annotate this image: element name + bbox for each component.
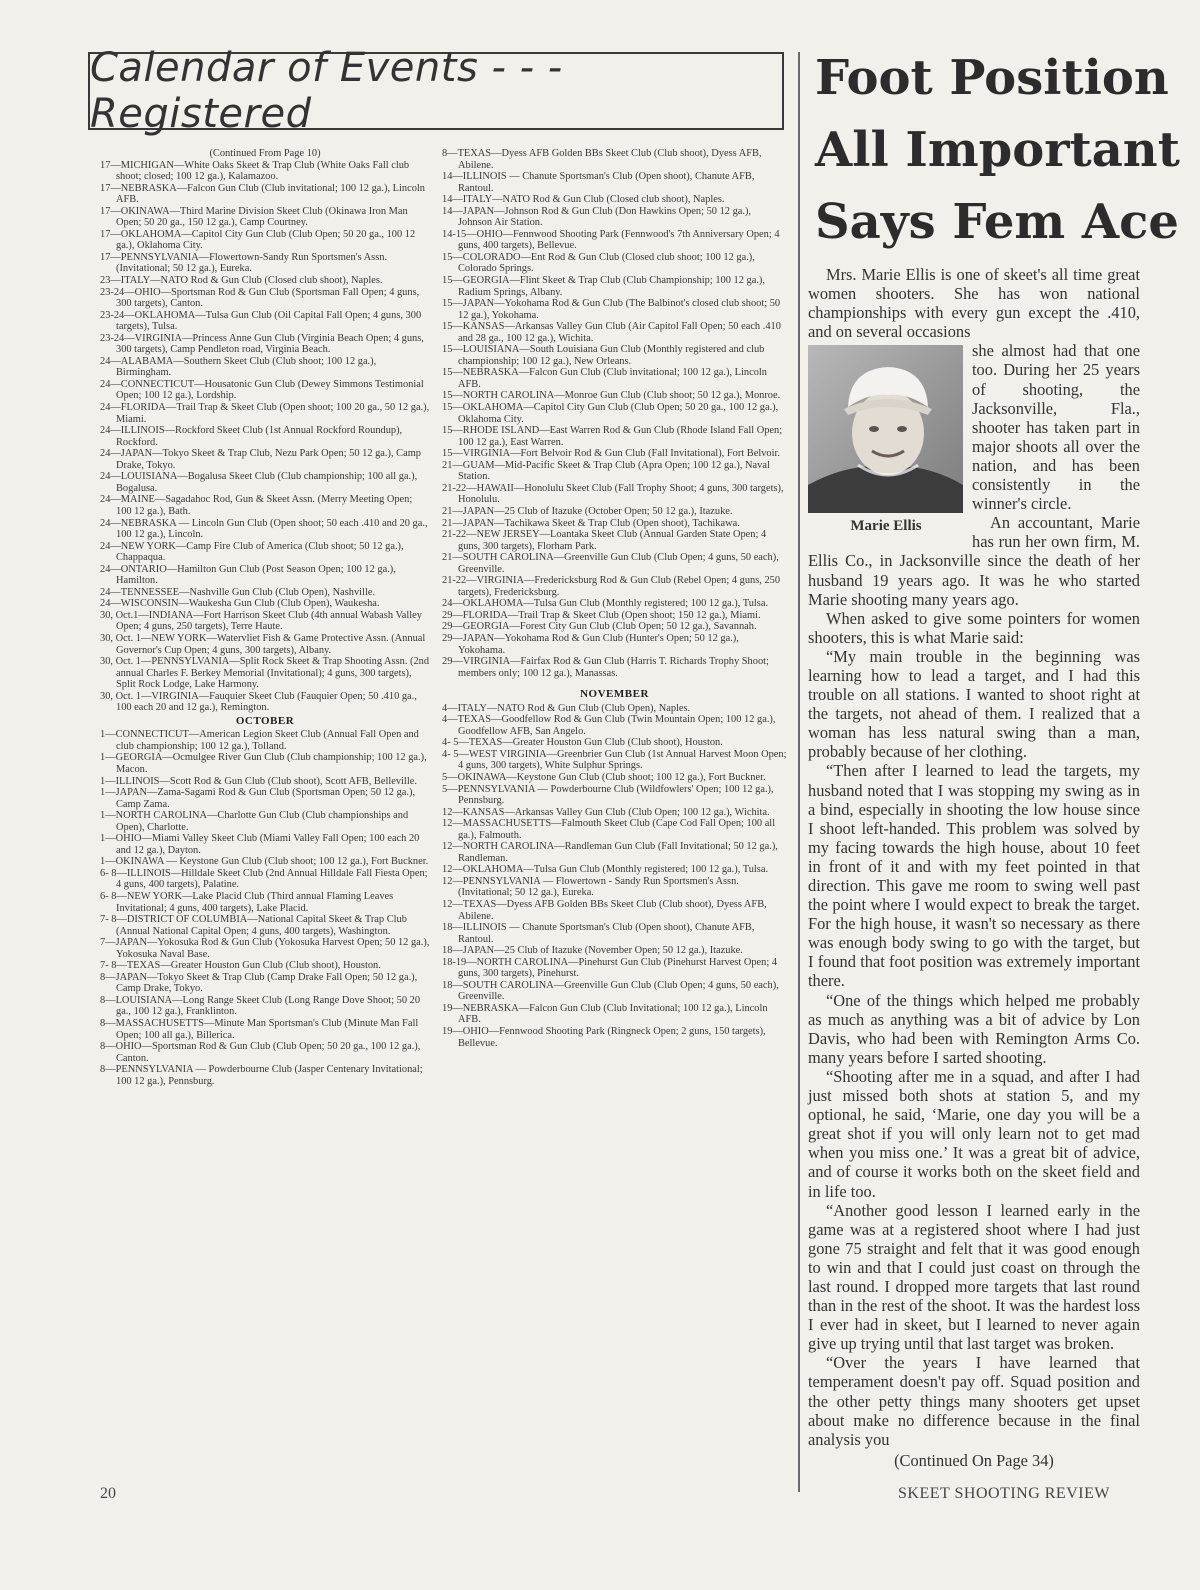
- calendar-entry: 30, Oct. 1—NEW YORK—Watervliet Fish & Game Protective Assn. (Annual Governor's Cup Open; 4 guns, 300 targets), Albany.: [100, 632, 426, 656]
- calendar-entry: 1—ILLINOIS—Scott Rod & Gun Club (Club shoot), Scott AFB, Belleville.: [100, 775, 417, 787]
- calendar-entry: 29—GEORGIA—Forest City Gun Club (Club Open; 50 12 ga.), Savannah.: [442, 621, 757, 633]
- calendar-entry: 23-24—VIRGINIA—Princess Anne Gun Club (Virginia Beach Open; 4 guns, 300 targets), Camp Pendleton road, Virginia Beach.: [100, 332, 424, 356]
- calendar-entry: 15—COLORADO—Ent Rod & Gun Club (Closed club shoot; 100 12 ga.), Colorado Springs.: [442, 251, 755, 275]
- calendar-column-2: [442, 148, 787, 1049]
- calendar-entry: 8—TEXAS—Dyess AFB Golden BBs Skeet Club (Club shoot), Dyess AFB, Abilene.: [442, 148, 762, 171]
- calendar-entry: 30, Oct. 1—PENNSYLVANIA—Split Rock Skeet & Trap Shooting Assn. (2nd annual Charles F. Berkey Memorial (Invitational); 4 guns, 300 targets), Split Rock Lodge, Lake Harmony.: [100, 656, 430, 691]
- calendar-entry: 21—GUAM—Mid-Pacific Skeet & Trap Club (Apra Open; 100 12 ga.), Naval Station.: [442, 459, 770, 483]
- month-heading-november: NOVEMBER: [580, 688, 649, 701]
- calendar-entry: 7- 8—DISTRICT OF COLUMBIA—National Capital Skeet & Trap Club (Annual National Capital Open; 4 guns, 400 targets), Washington.: [100, 914, 407, 937]
- calendar-entry: 23-24—OKLAHOMA—Tulsa Gun Club (Oil Capital Fall Open; 4 guns, 300 targets), Tulsa.: [100, 309, 422, 333]
- calendar-entry: 1—CONNECTICUT—American Legion Skeet Club (Annual Fall Open and club championship; 100 12 ga.), Tolland.: [100, 729, 419, 752]
- calendar-entry: 21—JAPAN—25 Club of Itazuke (October Open; 50 12 ga.), Itazuke.: [442, 505, 733, 517]
- calendar-list-october-b: [442, 148, 787, 679]
- calendar-entry: 30, Oct.1—INDIANA—Fort Harrison Skeet Club (4th annual Wabash Valley Open; 4 guns, 250 targets), Terre Haute.: [100, 609, 422, 633]
- calendar-entry: 21—JAPAN—Tachikawa Skeet & Trap Club (Open shoot), Tachikawa.: [442, 517, 740, 529]
- calendar-entry: 5—PENNSYLVANIA — Powderbourne Club (Wildfowlers' Open; 100 12 ga.), Pennsburg.: [442, 783, 774, 807]
- calendar-entry: 1—GEORGIA—Ocmulgee River Gun Club (Club championship; 100 12 ga.), Macon.: [100, 752, 427, 775]
- calendar-entry: 17—OKLAHOMA—Capitol City Gun Club (Club Open; 50 20 ga., 100 12 ga.), Oklahoma City.: [100, 228, 416, 252]
- calendar-entry: 15—KANSAS—Arkansas Valley Gun Club (Air Capitol Fall Open; 50 each .410 and 28 ga., 100 12 ga.), Wichita.: [442, 321, 781, 344]
- calendar-entry: 8—MASSACHUSETTS—Minute Man Sportsman's Club (Minute Man Fall Open; 100 all ga.), Billerica.: [100, 1018, 419, 1041]
- calendar-entry: 23—ITALY—NATO Rod & Gun Club (Closed club shoot), Naples.: [100, 275, 383, 287]
- calendar-column-1: [100, 148, 430, 1087]
- calendar-entry: 1—OHIO—Miami Valley Skeet Club (Miami Valley Fall Open; 100 each 20 and 12 ga.), Dayton.: [100, 833, 420, 856]
- calendar-entry: 1—OKINAWA — Keystone Gun Club (Club shoot; 100 12 ga.), Fort Buckner.: [100, 856, 429, 868]
- article-paragraph: “Then after I learned to lead the targets, my husband noted that I was stopping my swing as in a bind, especially in shooting the low house since I shoot left-handed. This problem was solved by my facing towards the high house, about 10 feet in front of it and with my feet pointed in that direction. This gave me room to swing well past the point where I would expect to break the target. For the high house, it wasn't so necessary as there was enough body swing to go with the target, but I found that foot position was extremely important there.: [808, 761, 1140, 991]
- calendar-entry: 8—OHIO—Sportsman Rod & Gun Club (Club Open; 50 20 ga., 100 12 ga.), Canton.: [100, 1041, 421, 1064]
- calendar-entry: 12—PENNSYLVANIA — Flowertown - Sandy Run Sportsmen's Assn. (Invitational; 50 12 ga.), Eureka.: [442, 875, 739, 899]
- calendar-entry: 17—NEBRASKA—Falcon Gun Club (Club invitational; 100 12 ga.), Lincoln AFB.: [100, 182, 425, 206]
- calendar-entry: 17—OKINAWA—Third Marine Division Skeet Club (Okinawa Iron Man Open; 50 20 ga., 150 12 ga.), Camp Courtney.: [100, 205, 408, 229]
- article-paragraph: “My main trouble in the beginning was learning how to lead a target, and I had this trouble on all stations. I wanted to shoot right at the targets, not ahead of them. I realized that a woman has less natural swing than a man, probably because of her clothing.: [808, 646, 1140, 762]
- portrait-photo: [808, 345, 963, 513]
- calendar-list-september: [100, 148, 430, 714]
- calendar-entry: 15—JAPAN—Yokohama Rod & Gun Club (The Balbinot's closed club shoot; 50 12 ga.), Yokohama.: [442, 298, 781, 321]
- calendar-title: Calendar of Events - - - Registered: [90, 45, 563, 137]
- article-paragraph: “Another good lesson I learned early in the game was at a registered shoot where I had just gone 75 straight and felt that it was good enough to win and that I could just coast on through the last round. I dropped more targets that last round than in the rest of the shoot. It was the hardest loss I ever had in skeet, but I learned to never again give up trying until that last target was broken.: [808, 1200, 1140, 1354]
- calendar-entry: 1—NORTH CAROLINA—Charlotte Gun Club (Club championships and Open), Charlotte.: [100, 810, 409, 833]
- calendar-entry: 14—JAPAN—Johnson Rod & Gun Club (Don Hawkins Open; 50 12 ga.), Johnson Air Station.: [442, 205, 752, 229]
- calendar-entry: 15—LOUISIANA—South Louisiana Gun Club (Monthly registered and club championship; 100 12 ga.), New Orleans.: [442, 344, 765, 367]
- article-body: [808, 265, 1140, 1470]
- article-headline: [815, 42, 1195, 258]
- calendar-entry: 24—CONNECTICUT—Housatonic Gun Club (Dewey Simmons Testimonial Open; 100 12 ga.), Lordship.: [100, 378, 424, 402]
- portrait-illustration: [808, 345, 963, 513]
- calendar-entry: 15—RHODE ISLAND—East Warren Rod & Gun Club (Rhode Island Fall Open; 100 12 ga.), East Warren.: [442, 425, 783, 448]
- calendar-entry: 18—SOUTH CAROLINA—Greenville Gun Club (Club Open; 4 guns, 50 each), Greenville.: [442, 979, 779, 1003]
- portrait-figure: [808, 345, 964, 535]
- calendar-entry: 4- 5—WEST VIRGINIA—Greenbrier Gun Club (1st Annual Harvest Moon Open; 4 guns, 300 targets), White Sulphur Springs.: [442, 748, 787, 772]
- calendar-entry: 15—NORTH CAROLINA—Monroe Gun Club (Club shoot; 50 12 ga.), Monroe.: [442, 390, 781, 402]
- calendar-entry: 24—WISCONSIN—Waukesha Gun Club (Club Open), Waukesha.: [100, 598, 380, 610]
- calendar-entry: 21—SOUTH CAROLINA—Greenville Gun Club (Club Open; 4 guns, 50 each), Greenville.: [442, 552, 779, 575]
- calendar-entry: 15—OKLAHOMA—Capitol City Gun Club (Club Open; 50 20 ga., 100 12 ga.), Oklahoma City.: [442, 402, 779, 425]
- calendar-entry: 18-19—NORTH CAROLINA—Pinehurst Gun Club (Pinehurst Harvest Open; 4 guns, 300 targets), Pinehurst.: [442, 956, 778, 980]
- calendar-entry: 24—ALABAMA—Southern Skeet Club (Club shoot; 100 12 ga.), Birmingham.: [100, 355, 377, 379]
- calendar-entry: 18—JAPAN—25 Club of Itazuke (November Open; 50 12 ga.), Itazuke.: [442, 945, 743, 957]
- article-paragraph: “Over the years I have learned that temperament doesn't pay off. Squad position and the other petty things many shooters get upset about make no difference because in the final analysis you: [808, 1353, 1140, 1449]
- calendar-entry: 24—NEBRASKA — Lincoln Gun Club (Open shoot; 50 each .410 and 20 ga., 100 12 ga.), Lincoln.: [100, 517, 428, 541]
- calendar-entry: 21-22—HAWAII—Honolulu Skeet Club (Fall Trophy Shoot; 4 guns, 300 targets), Honolulu.: [442, 482, 784, 506]
- continued-from-note: (Continued From Page 10): [209, 148, 321, 159]
- calendar-entry: 14—ITALY—NATO Rod & Gun Club (Closed club shoot), Naples.: [442, 194, 725, 206]
- article-paragraph: An accountant, Marie has run her own firm, M. Ellis Co., in Jacksonville since the death of her husband 19 years ago. It was he who started Marie shooting many years ago.: [808, 513, 1140, 609]
- calendar-entry: 14-15—OHIO—Fennwood Shooting Park (Fennwood's 7th Anniversary Open; 4 guns, 400 targets), Bellevue.: [442, 228, 780, 252]
- article-paragraph: Mrs. Marie Ellis is one of skeet's all time great women shooters. She has won national championships with every gun except the .410, and on several occasions: [808, 265, 1140, 342]
- calendar-entry: 1—JAPAN—Zama-Sagami Rod & Gun Club (Sportsman Open; 50 12 ga.), Camp Zama.: [100, 787, 416, 810]
- calendar-entry: 5—OKINAWA—Keystone Gun Club (Club shoot; 100 12 ga.), Fort Buckner.: [442, 771, 766, 783]
- calendar-entry: 17—PENNSYLVANIA—Flowertown-Sandy Run Sportsmen's Assn. (Invitational; 50 12 ga.), Eureka.: [100, 251, 388, 275]
- page-number: 20: [100, 1485, 116, 1502]
- article-paragraph: “One of the things which helped me probably as much as anything was a bit of advice by Lon Davis, who had been with Remington Arms Co. many years before I sarted shooting.: [808, 990, 1140, 1067]
- calendar-entry: 23-24—OHIO—Sportsman Rod & Gun Club (Sportsman Fall Open; 4 guns, 300 targets), Canton.: [100, 286, 420, 310]
- calendar-entry: 24—FLORIDA—Trail Trap & Skeet Club (Open shoot; 100 20 ga., 50 12 ga.), Miami.: [100, 402, 430, 425]
- calendar-entry: 8—PENNSYLVANIA — Powderbourne Club (Jasper Centenary Invitational; 100 12 ga.), Pennsburg.: [100, 1064, 423, 1087]
- calendar-entry: 4—ITALY—NATO Rod & Gun Club (Club Open), Naples.: [442, 702, 691, 714]
- calendar-entry: 29—VIRGINIA—Fairfax Rod & Gun Club (Harris T. Richards Trophy Shoot; members only; 100 12 ga.), Manassas.: [442, 656, 769, 679]
- headline-line-3: Says Fem Ace: [815, 194, 1179, 250]
- calendar-entry: 4- 5—TEXAS—Greater Houston Gun Club (Club shoot), Houston.: [442, 737, 723, 749]
- calendar-entry: 24—ILLINOIS—Rockford Skeet Club (1st Annual Rockford Roundup), Rockford.: [100, 425, 403, 448]
- calendar-entry: 8—LOUISIANA—Long Range Skeet Club (Long Range Dove Shoot; 50 20 ga., 100 12 ga.), Franklinton.: [100, 994, 421, 1018]
- calendar-entry: 21-22—NEW JERSEY—Loantaka Skeet Club (Annual Garden State Open; 4 guns, 300 targets), Florham Park.: [442, 529, 767, 552]
- calendar-entry: 24—JAPAN—Tokyo Skeet & Trap Club, Nezu Park Open; 50 12 ga.), Camp Drake, Tokyo.: [100, 448, 421, 471]
- calendar-entry: 12—TEXAS—Dyess AFB Golden BBs Skeet Club (Club shoot), Dyess AFB, Abilene.: [442, 899, 767, 922]
- calendar-entry: 6- 8—NEW YORK—Lake Placid Club (Third annual Flaming Leaves Invitational; 4 guns, 400 targets), Lake Placid.: [100, 891, 394, 914]
- portrait-caption: Marie Ellis: [850, 518, 922, 535]
- calendar-entry: 19—OHIO—Fennwood Shooting Park (Ringneck Open; 2 guns, 150 targets), Bellevue.: [442, 1026, 766, 1049]
- calendar-entry: 12—NORTH CAROLINA—Randleman Gun Club (Fall Invitational; 50 12 ga.), Randleman.: [442, 841, 778, 864]
- calendar-header-box: [88, 45, 784, 137]
- calendar-entry: 7- 8—TEXAS—Greater Houston Gun Club (Club shoot), Houston.: [100, 960, 381, 972]
- calendar-entry: 29—JAPAN—Yokohama Rod & Gun Club (Hunter's Open; 50 12 ga.), Yokohama.: [442, 632, 739, 656]
- calendar-entry: 30, Oct. 1—VIRGINIA—Fauquier Skeet Club (Fauquier Open; 50 .410 ga., 100 each 20 and 12 ga.), Remington.: [100, 690, 417, 714]
- calendar-entry: 15—VIRGINIA—Fort Belvoir Rod & Gun Club (Fall Invitational), Fort Belvoir.: [442, 448, 780, 460]
- calendar-list-november: [442, 703, 787, 1049]
- calendar-entry: 6- 8—ILLINOIS—Hilldale Skeet Club (2nd Annual Hilldale Fall Fiesta Open; 4 guns, 400 targets), Palatine.: [100, 867, 428, 891]
- month-heading-october: OCTOBER: [235, 714, 295, 727]
- calendar-entry: 18—ILLINOIS — Chanute Sportsman's Club (Open shoot), Chanute AFB, Rantoul.: [442, 922, 755, 945]
- calendar-entry: 19—NEBRASKA—Falcon Gun Club (Club Invitational; 100 12 ga.), Lincoln AFB.: [442, 1002, 768, 1026]
- calendar-entry: 24—LOUISIANA—Bogalusa Skeet Club (Club championship; 100 all ga.), Bogalusa.: [100, 471, 418, 494]
- article-paragraph: When asked to give some pointers for women shooters, this is what Marie said:: [808, 608, 1140, 647]
- calendar-list-october-a: [100, 729, 430, 1087]
- calendar-entry: 15—NEBRASKA—Falcon Gun Club (Club invitational; 100 12 ga.), Lincoln AFB.: [442, 367, 767, 390]
- calendar-entry: 4—TEXAS—Goodfellow Rod & Gun Club (Twin Mountain Open; 100 12 ga.), Goodfellow AFB, San Angelo.: [442, 714, 776, 737]
- calendar-entry: 24—MAINE—Sagadahoc Rod, Gun & Skeet Assn. (Merry Meeting Open; 100 12 ga.), Bath.: [100, 494, 413, 517]
- calendar-entry: 8—JAPAN—Tokyo Skeet & Trap Club (Camp Drake Fall Open; 50 12 ga.), Camp Drake, Tokyo.: [100, 971, 418, 995]
- column-divider: [798, 52, 800, 1492]
- calendar-entry: 17—MICHIGAN—White Oaks Skeet & Trap Club (White Oaks Fall club shoot; closed; 100 12 ga.), Kalamazoo.: [100, 159, 410, 183]
- headline-line-2: All Important: [815, 122, 1180, 178]
- headline-line-1: Foot Position: [815, 50, 1169, 106]
- calendar-entry: 12—OKLAHOMA—Tulsa Gun Club (Monthly registered; 100 12 ga.), Tulsa.: [442, 864, 769, 876]
- calendar-entry: 12—MASSACHUSETTS—Falmouth Skeet Club (Cape Cod Fall Open; 100 all ga.), Falmouth.: [442, 818, 776, 841]
- calendar-entry: 29—FLORIDA—Trail Trap & Skeet Club (Open shoot; 150 12 ga.), Miami.: [442, 609, 761, 621]
- calendar-entry: 24—OKLAHOMA—Tulsa Gun Club (Monthly registered; 100 12 ga.), Tulsa.: [442, 598, 769, 610]
- calendar-entry: 21-22—VIRGINIA—Fredericksburg Rod & Gun Club (Rebel Open; 4 guns, 250 targets), Fredericksburg.: [442, 575, 781, 598]
- calendar-entry: 24—ONTARIO—Hamilton Gun Club (Post Season Open; 100 12 ga.), Hamilton.: [100, 563, 396, 587]
- article-paragraph: she almost had that one too. During her 25 years of shooting, the Jacksonville, Fla., shooter has taken part in major shoots all over the nation, and has been consistently in the winner's circle.: [972, 341, 1140, 514]
- calendar-entry: 12—KANSAS—Arkansas Valley Gun Club (Club Open; 100 12 ga.), Wichita.: [442, 806, 770, 818]
- calendar-entry: 24—NEW YORK—Camp Fire Club of America (Club shoot; 50 12 ga.), Chappaqua.: [100, 540, 404, 564]
- calendar-entry: 24—TENNESSEE—Nashville Gun Club (Club Open), Nashville.: [100, 586, 376, 598]
- calendar-entry: 15—GEORGIA—Flint Skeet & Trap Club (Club Championship; 100 12 ga.), Radium Springs, Albany.: [442, 275, 765, 298]
- article-paragraph: “Shooting after me in a squad, and after I had just missed both shots at station 5, and my optional, he said, ‘Marie, one day you will be a great shot if you will only learn not to get mad when you miss one.’ It was a great bit of advice, and of course it works both on the skeet field and in life too.: [808, 1066, 1140, 1201]
- continued-note: (Continued On Page 34): [894, 1450, 1054, 1470]
- calendar-entry: 14—ILLINOIS — Chanute Sportsman's Club (Open shoot), Chanute AFB, Rantoul.: [442, 171, 755, 194]
- calendar-entry: 7—JAPAN—Yokosuka Rod & Gun Club (Yokosuka Harvest Open; 50 12 ga.), Yokosuka Naval Base.: [100, 937, 430, 960]
- publication-name: SKEET SHOOTING REVIEW: [898, 1485, 1110, 1502]
